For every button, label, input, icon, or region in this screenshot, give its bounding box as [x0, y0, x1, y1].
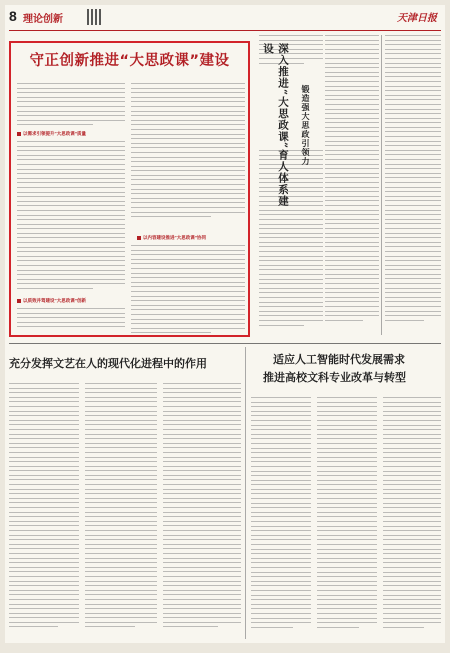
right-top-subtitle: 锻造强大思政引领力 — [301, 85, 311, 166]
right-top-column-3 — [385, 35, 441, 335]
column-divider — [381, 35, 382, 335]
qr-code-icon — [87, 9, 103, 25]
masthead — [9, 8, 441, 31]
bottom-right-column-3 — [383, 397, 441, 637]
newspaper-logo: 天津日报 — [397, 13, 437, 24]
main-article-column-2 — [131, 83, 245, 331]
bottom-column-divider — [245, 347, 246, 639]
bottom-right-title-line-2: 推进高校文科专业改革与转型 — [263, 371, 406, 384]
main-article-subhead-2: 以内容建设推进“大思政课”协同 — [137, 235, 206, 241]
bottom-left-title: 充分发挥文艺在人的现代化进程中的作用 — [9, 357, 207, 370]
bottom-right-column-1 — [251, 397, 311, 637]
section-divider — [9, 343, 441, 344]
bottom-left-column-3 — [163, 383, 241, 638]
bottom-left-column-2 — [85, 383, 157, 638]
bottom-right-column-2 — [317, 397, 377, 637]
main-article-column-1 — [17, 83, 125, 331]
main-article-subhead-3: 以质效并驾建设“大思政课”创新 — [17, 298, 86, 304]
right-top-title: 深入推进“大思政课”育人体系建设 — [262, 43, 289, 207]
right-top-title-block — [259, 43, 289, 207]
newspaper-page — [5, 5, 445, 643]
main-article-box — [9, 41, 250, 337]
bottom-right-title-line-1: 适应人工智能时代发展需求 — [273, 353, 405, 366]
main-article-title: 守正创新推进“大思政课”建设 — [29, 53, 230, 69]
main-article-subhead-1: 以需求引领提升“大思政课”质量 — [17, 131, 86, 137]
section-title: 理论创新 — [23, 14, 63, 25]
page-number: 8 — [9, 8, 17, 24]
bottom-left-column-1 — [9, 383, 79, 638]
right-top-column-2 — [325, 35, 379, 335]
